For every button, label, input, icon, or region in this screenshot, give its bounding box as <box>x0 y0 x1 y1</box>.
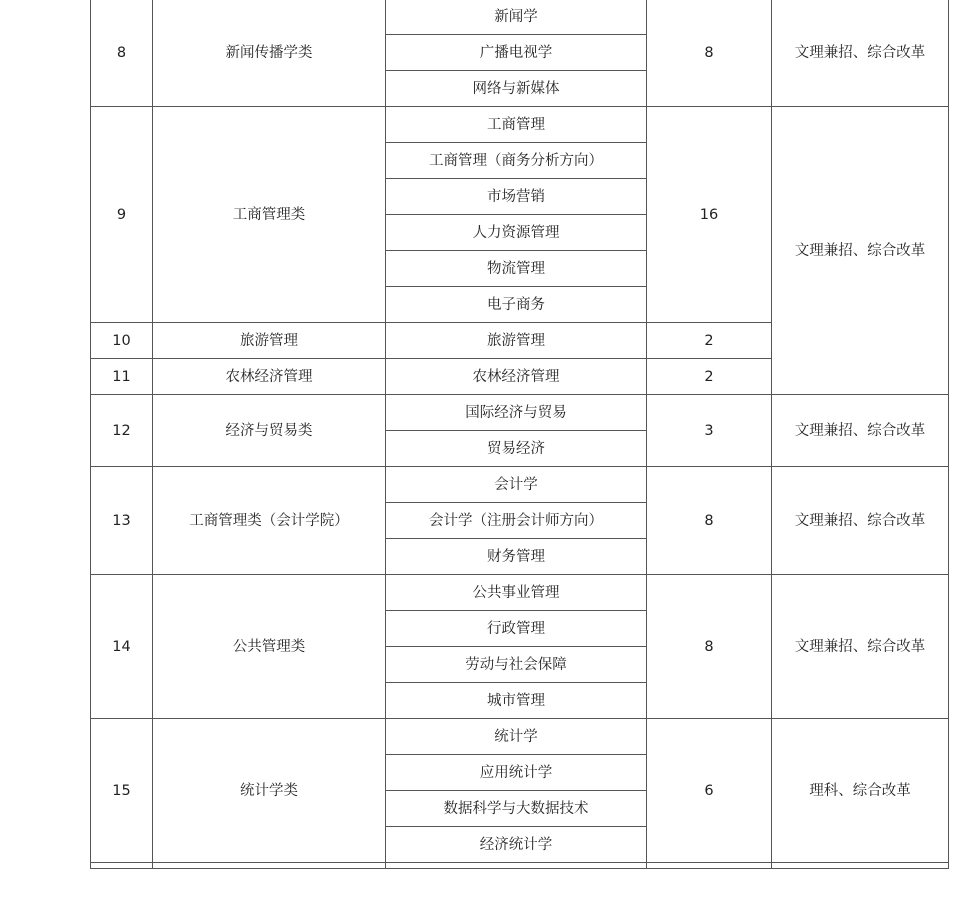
category-cell: 工商管理类 <box>153 107 386 323</box>
note-cell: 文理兼招、综合改革 <box>772 395 949 467</box>
table-row <box>91 467 949 503</box>
major-cell: 工商管理 <box>386 107 647 143</box>
major-cell: 数据科学与大数据技术 <box>386 791 647 827</box>
major-cell: 市场营销 <box>386 179 647 215</box>
row-number: 13 <box>91 467 153 575</box>
empty-cell <box>772 863 949 869</box>
note-cell: 文理兼招、综合改革 <box>772 575 949 719</box>
count-cell: 3 <box>647 395 772 467</box>
major-cell: 网络与新媒体 <box>386 71 647 107</box>
row-number: 11 <box>91 359 153 395</box>
empty-cell <box>386 863 647 869</box>
major-cell: 贸易经济 <box>386 431 647 467</box>
row-number: 14 <box>91 575 153 719</box>
empty-cell <box>153 863 386 869</box>
major-cell: 经济统计学 <box>386 827 647 863</box>
table-row <box>91 395 949 431</box>
major-cell: 农林经济管理 <box>386 359 647 395</box>
note-cell: 文理兼招、综合改革 <box>772 467 949 575</box>
category-cell: 农林经济管理 <box>153 359 386 395</box>
note-cell: 文理兼招、综合改革 <box>772 107 949 395</box>
major-cell: 旅游管理 <box>386 323 647 359</box>
row-number: 12 <box>91 395 153 467</box>
major-cell: 行政管理 <box>386 611 647 647</box>
count-cell: 2 <box>647 359 772 395</box>
note-cell: 文理兼招、综合改革 <box>772 0 949 107</box>
major-cell: 统计学 <box>386 719 647 755</box>
row-number: 15 <box>91 719 153 863</box>
table-row <box>91 719 949 755</box>
category-cell: 工商管理类（会计学院） <box>153 467 386 575</box>
empty-cell <box>647 863 772 869</box>
major-cell: 财务管理 <box>386 539 647 575</box>
count-cell: 8 <box>647 0 772 107</box>
major-cell: 物流管理 <box>386 251 647 287</box>
enrollment-table-container <box>90 0 948 869</box>
category-cell: 旅游管理 <box>153 323 386 359</box>
major-cell: 城市管理 <box>386 683 647 719</box>
table-row <box>91 575 949 611</box>
major-cell: 公共事业管理 <box>386 575 647 611</box>
count-cell: 8 <box>647 575 772 719</box>
table-row <box>91 0 949 35</box>
row-number: 10 <box>91 323 153 359</box>
enrollment-table <box>90 0 949 869</box>
table-row <box>91 107 949 143</box>
major-cell: 广播电视学 <box>386 35 647 71</box>
note-cell: 理科、综合改革 <box>772 719 949 863</box>
major-cell: 国际经济与贸易 <box>386 395 647 431</box>
count-cell: 6 <box>647 719 772 863</box>
major-cell: 工商管理（商务分析方向） <box>386 143 647 179</box>
row-number: 8 <box>91 0 153 107</box>
major-cell: 人力资源管理 <box>386 215 647 251</box>
count-cell: 2 <box>647 323 772 359</box>
category-cell: 统计学类 <box>153 719 386 863</box>
table-row-partial <box>91 863 949 869</box>
major-cell: 应用统计学 <box>386 755 647 791</box>
major-cell: 会计学 <box>386 467 647 503</box>
category-cell: 新闻传播学类 <box>153 0 386 107</box>
major-cell: 新闻学 <box>386 0 647 35</box>
major-cell: 会计学（注册会计师方向） <box>386 503 647 539</box>
count-cell: 8 <box>647 467 772 575</box>
major-cell: 劳动与社会保障 <box>386 647 647 683</box>
empty-cell <box>91 863 153 869</box>
category-cell: 公共管理类 <box>153 575 386 719</box>
major-cell: 电子商务 <box>386 287 647 323</box>
category-cell: 经济与贸易类 <box>153 395 386 467</box>
count-cell: 16 <box>647 107 772 323</box>
row-number: 9 <box>91 107 153 323</box>
